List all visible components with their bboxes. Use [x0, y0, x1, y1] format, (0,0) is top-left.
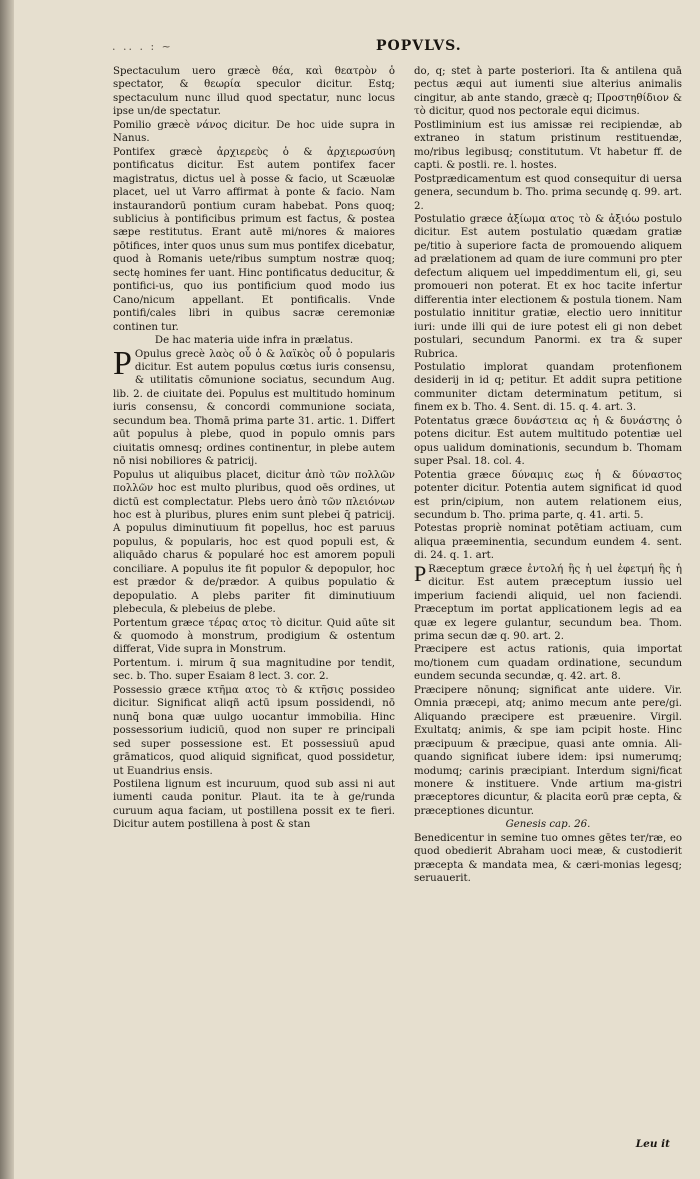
drop-cap-p: P	[113, 344, 132, 382]
scripture-reference: Genesis cap. 26.	[505, 819, 591, 831]
entry-populus	[113, 344, 395, 469]
entry-populus-text: Opulus grecè λαὸς οὗ ὁ & λαϊκὸς οὗ ὁ popularis dicitur. Est autem populus cœtus iuris consensu, & utilitatis cōmunione sociatus, secundum Aug. lib. 2. de ciuitate dei. Populus est multitudo hominum iuris consensu, & concordi communione sociata, secundum bea. Thomā prima parte 31. artic. 1. Differt aūt populus à plebe, quod in populo omnis pars ciuitatis omnesq; ordines continentur, in plebe autem nō nisi nobiliores & patricij.	[113, 348, 395, 468]
running-head: POPVLVS.	[376, 38, 462, 54]
entry-pomilio: Pomilio græcè νάνος dicitur. De hoc uide supra in Nanus.	[113, 119, 395, 145]
entry-potentia: Potentia græce δύναμις εως ἡ & δύναστος potenter dicitur. Potentia autem significat id quod est prin/cipium, non autem relationem eius, secundum b. Tho. prima parte, q. 41. arti. 5.	[414, 469, 682, 521]
entry-portentum: Portentum græce τέρας ατος τὸ dicitur. Quid aūte sit & quomodo à monstrum, prodigium & ostentum differat, Vide supra in Monstrum.	[113, 617, 395, 656]
entry-postilena: Postilena lignum est incuruum, quod sub assi ni aut iumenti cauda ponitur. Plaut. ita te à ge/runda curuum aqua faciam, ut postillena possit ex te fieri. Dicitur autem postillena à post & stan	[113, 779, 395, 831]
catchword: Leu it	[635, 1138, 670, 1150]
entry-portentum-2: Portentum. i. mirum q̄ sua magnitudine por tendit, sec. b. Tho. super Esaiam 8 lect. 3. cor. 2.	[113, 657, 395, 683]
entry-antilena: do, q; stet à parte posteriori. Ita & antilena quā pectus æqui aut iumenti siue alterius animalis cingitur, ab ante stando, græcè q; Προστηθίδιον & τὸ dicitur, quod nos pectorale equi dicimus.	[414, 66, 682, 118]
page-header	[0, 38, 700, 60]
entry-possessio: Possessio græce κτῆμα ατος τὸ & κτῆσις possideo dicitur. Significat aliqñ actū ipsum possidendi, nō nunq̄ bona quæ uulgo uocantur immobilia. Hinc possessorium iudiciū, quod non super re principali sed super possessione est. Et possessiuū apud grāmaticos, quod aliquid significat, quod possidetur, ut Euandrius ensis.	[113, 684, 395, 777]
entry-postpraedicamentum: Postprædicamentum est quod consequitur di uersa genera, secundum b. Tho. prima secundę q. 99. art. 2.	[414, 173, 682, 212]
page-gutter	[0, 0, 14, 1179]
drop-cap-p: P	[414, 560, 427, 586]
entry-pontifex: Pontifex græcè ἀρχιερεὺς ὁ & ἀρχιερωσύνη pontificatus dicitur. Est autem pontifex facer magistratus, dictus uel à posse & facio, ut Scæuolæ placet, uel ut Varro affirmat à ponte & facio. Nam instaurandorū pontium curam habebat. Pons quoq; sublicius à pontificibus primum est factus, & postea sæpe restitutus. Erant autē mi/nores & maiores pōtifices, inter quos unus sum mus pontifex dicebatur, quod à Romanis uete/ribus sumptum nostræ quoq; sectę homines fer uant. Hinc pontificatus deducitur, & pontifici-us, quo ius pontificium quod modo ius Cano/nicum appellant. Et pontificalis. Vnde pontifi/cales libri in quibus sacræ ceremoniæ continen tur.	[113, 146, 395, 333]
left-column	[113, 65, 395, 832]
entry-populus-2: Populus ut aliquibus placet, dicitur ἀπὸ τῶν πολλῶν πολλῶν hoc est multo pluribus, quod oēs ordines, ut dictū est complectatur. Plebs uero ἀπὸ τῶν πλειόνων hoc est à pluribus, plures enim sunt plebei q̄ patricij. A populus diminutiuum fit popellus, hoc est paruus populus, & popularis, hoc est quod populi est, & aliquādo charus & popularé hoc est amorem populi conciliare. A populus ite fit populor & depopulor, hoc est prædor & de/prædor. A quibus populatio & depopulatio. A plebs pariter fit diminutiuum plebecula, & plebeius de plebe.	[113, 469, 395, 616]
entry-praeceptum-text: Ræceptum græce ἐντολή ἣς ἡ uel ἐφετμή ἣς ἡ dicitur. Est autem præceptum iussio uel imperium faciendi aliquid, uel non faciendi. Præceptum im portat applicationem legis ad ea quæ ex legere gulantur, secundum bea. Thom. prima secun dæ q. 90. art. 2.	[414, 563, 682, 643]
entry-spectaculum: Spectaculum uero græcè θέα, καὶ θεατρὸν ὁ spectator, & θεωρία speculor dicitur. Estq; spectaculum nunc illud quod spectatur, nunc locus ipse un/de spectatur.	[113, 66, 395, 118]
entry-postliminium: Postliminium est ius amissæ rei recipiendæ, ab extraneo in statum pristinum restituendæ, mo/ribus legibusq; constitutum. Vt habetur ff. de capti. & postli. re. l. hostes.	[414, 119, 682, 172]
entry-potestas: Potestas propriè nominat potētiam actiuam, cum aliqua præeminentia, secundum eundem 4. sent. di. 24. q. 1. art.	[414, 523, 682, 562]
entry-potentatus: Potentatus græce δυνάστεια ας ἡ & δυνάστης ὁ potens dicitur. Est autem multitudo potentiæ uel opus ualidum dominationis, secundum b. Thomam super Psal. 18. col. 4.	[414, 415, 682, 468]
cross-reference: De hac materia uide infra in prælatus.	[154, 335, 354, 347]
entry-praecipere-2: Præcipere nōnunq; significat ante uidere. Vir. Omnia præcepi, atq; animo mecum ante pere/gi. Aliquando præcipere est præuenire. Virgil. Exultatq; animis, & spe iam pcipit hoste. Hinc præcipuum & præcipue, quasi ante omnia. Ali-quando significat iubere idem: ipsi numerumq; modumq; carinis præcipiant. Interdum signi/ficat monere & instituere. Vnde artium ma-gistri præceptores dicuntur, & placita eorū præ cepta, & præceptiones dicuntur.	[414, 684, 682, 817]
page-mark: . .. . : ~	[112, 40, 173, 53]
entry-postulatio: Postulatio græce ἀξίωμα ατος τὸ & ἀξιόω postulo dicitur. Est autem postulatio quædam gratiæ pe/titio à superiore facta de promouendo aliquem ad prælationem ad quam de iure communi pro pter defectum aliquem uel impeddimentum eli, gi, seu promoueri non poterat. Et ex hoc tacite infertur differentia inter electionem & postula tionem. Nam postulatio innititur gratiæ, electio uero innititur iuri: unde illi qui de iure potest eli gi non debet postulari, secundum Panormi. ex tra & super Rubrica.	[414, 213, 682, 360]
scripture-quote: Benedicentur in semine tuo omnes gētes ter/ræ, eo quod obedierit Abraham uoci meæ, & custodierit præcepta & mandata mea, & cæri-monias legesq; seruauerit.	[414, 832, 682, 885]
entry-postulatio-2: Postulatio implorat quandam protenfionem desiderij in id q; petitur. Et addit supra petitione communiter dictam determinatum petitum, si finem ex b. Tho. 4. Sent. di. 15. q. 4. art. 3.	[414, 361, 682, 414]
right-column	[414, 65, 682, 886]
entry-praeceptum	[414, 560, 682, 644]
entry-praecipere: Præcipere est actus rationis, quia importat mo/tionem cum quadam ordinatione, secundum eundem secunda secundæ, q. 42. art. 8.	[414, 644, 682, 683]
